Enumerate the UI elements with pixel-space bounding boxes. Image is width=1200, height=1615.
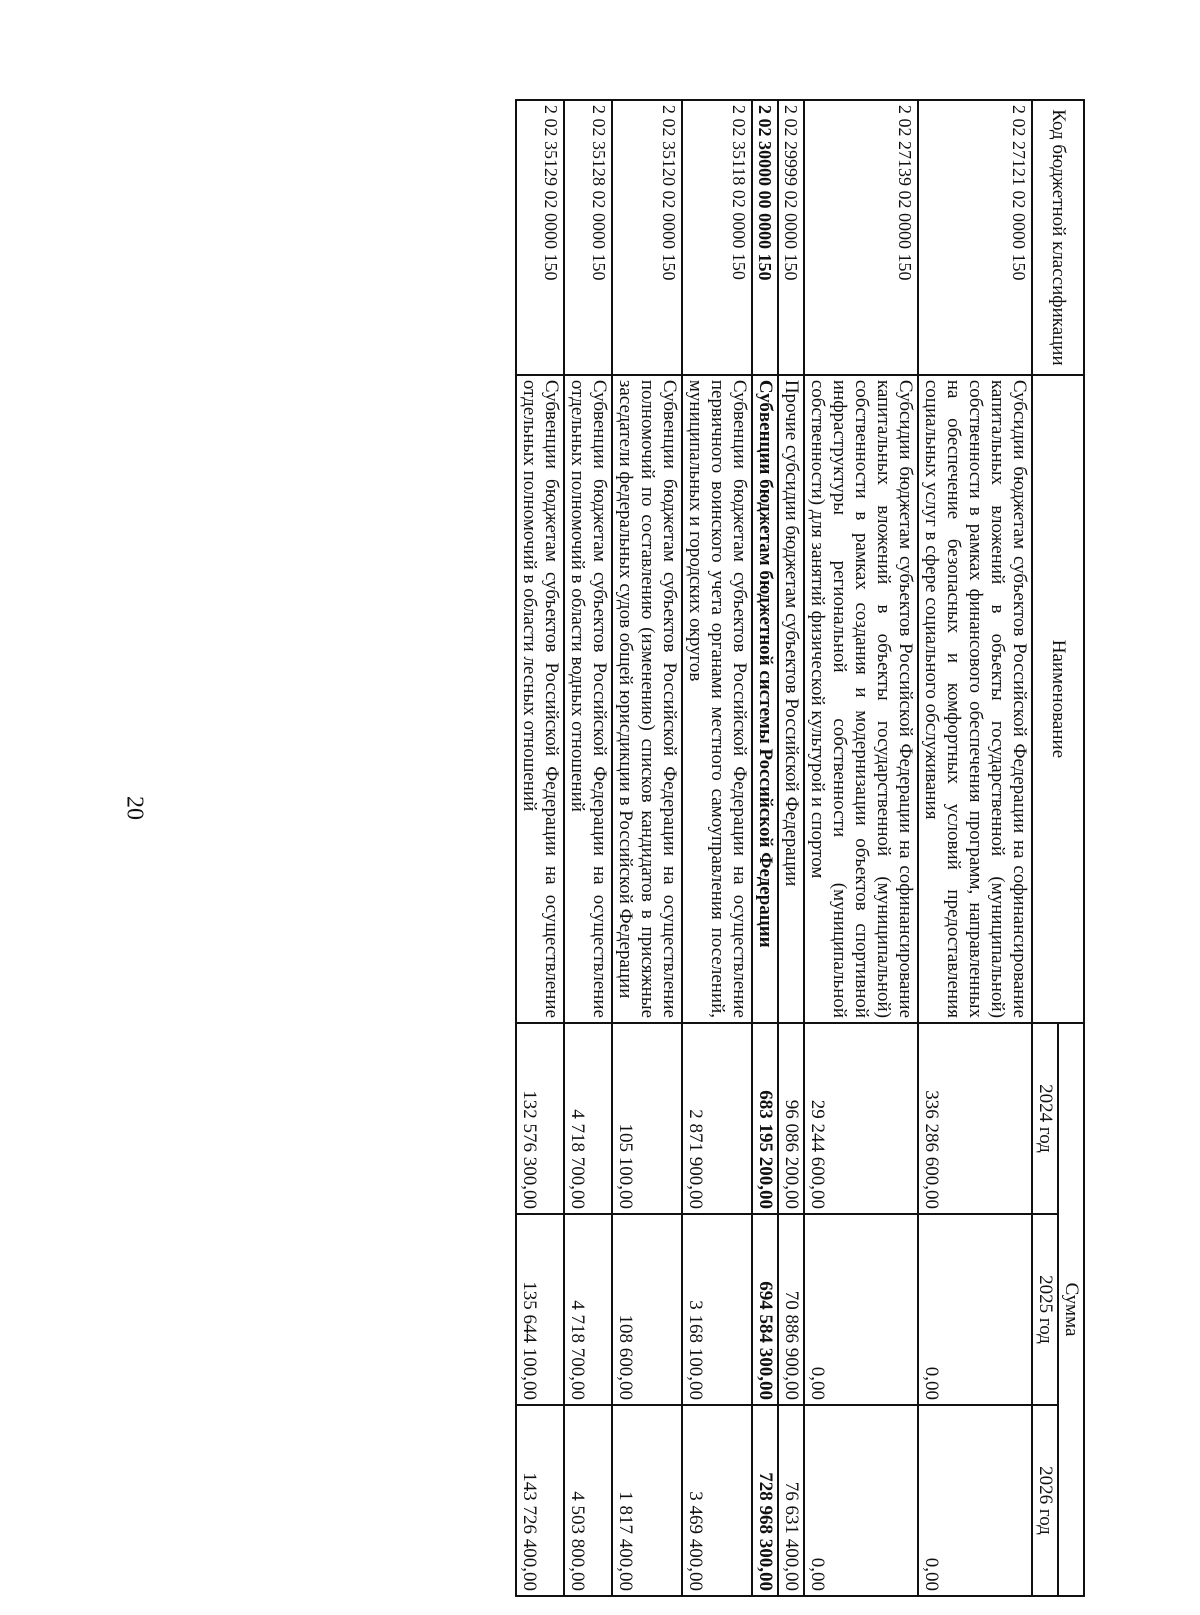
name-cell: Субсидии бюджетам субъектов Российской Федерации на софинансирование капитальных вложений в объекты государственной (муниципальной) собственности в рамках финансового обеспечения программ, направленных на обеспечение безопасных и комфортных условий предоставления социальных услуг в сфере социального обслуживания	[918, 375, 1032, 1023]
header-year-2026: 2026 год	[1032, 1405, 1058, 1596]
sum-2025-cell: 108 600,00	[612, 1214, 682, 1405]
sum-2025-cell: 694 584 300,00	[752, 1214, 778, 1405]
code-cell: 2 02 35128 02 0000 150	[564, 100, 612, 375]
sum-2026-cell: 3 469 400,00	[682, 1405, 752, 1596]
page-number: 20	[121, 796, 148, 820]
name-cell: Субвенции бюджетам субъектов Российской Федерации на осуществление полномочий по составлению (изменению) списков кандидатов в присяжные заседатели федеральных судов общей юрисдикции в Российской Федерации	[612, 375, 682, 1023]
table-row	[918, 100, 1032, 1596]
table-row	[778, 100, 804, 1596]
name-cell: Субвенции бюджетам бюджетной системы Российской Федерации	[752, 375, 778, 1023]
name-cell: Субвенции бюджетам субъектов Российской Федерации на осуществление отдельных полномочий в области лесных отношений	[516, 375, 564, 1023]
name-cell: Субсидии бюджетам субъектов Российской Федерации на софинансирование капитальных вложений в объекты государственной (муниципальной) собственности в рамках создания и модернизации объектов спортивной инфраструктуры региональной собственности (муниципальной собственности) для занятий физической культурой и спортом	[804, 375, 918, 1023]
name-cell: Субвенции бюджетам субъектов Российской Федерации на осуществление отдельных полномочий в области водных отношений	[564, 375, 612, 1023]
header-year-2024: 2024 год	[1032, 1023, 1058, 1214]
sum-2025-cell: 4 718 700,00	[564, 1214, 612, 1405]
sum-2025-cell: 135 644 100,00	[516, 1214, 564, 1405]
table-row	[682, 100, 752, 1596]
sum-2025-cell: 70 886 900,00	[778, 1214, 804, 1405]
code-cell: 2 02 30000 00 0000 150	[752, 100, 778, 375]
header-sum: Сумма	[1058, 1023, 1084, 1596]
sum-2025-cell: 0,00	[918, 1214, 1032, 1405]
header-name: Наименование	[1032, 375, 1084, 1023]
sum-2024-cell: 29 244 600,00	[804, 1023, 918, 1214]
table-row	[564, 100, 612, 1596]
table-row	[516, 100, 564, 1596]
rotated-table-container	[205, 99, 1085, 1597]
header-year-2025: 2025 год	[1032, 1214, 1058, 1405]
sum-2026-cell: 76 631 400,00	[778, 1405, 804, 1596]
name-cell: Субвенции бюджетам субъектов Российской Федерации на осуществление первичного воинского учета органами местного самоуправления поселений, муниципальных и городских округов	[682, 375, 752, 1023]
sum-2026-cell: 1 817 400,00	[612, 1405, 682, 1596]
sum-2026-cell: 728 968 300,00	[752, 1405, 778, 1596]
header-row-1	[1058, 100, 1084, 1596]
sum-2024-cell: 105 100,00	[612, 1023, 682, 1214]
table-row	[804, 100, 918, 1596]
table-body	[516, 100, 1032, 1596]
table-row	[752, 100, 778, 1596]
sum-2024-cell: 2 871 900,00	[682, 1023, 752, 1214]
sum-2024-cell: 96 086 200,00	[778, 1023, 804, 1214]
sum-2026-cell: 4 503 800,00	[564, 1405, 612, 1596]
sum-2024-cell: 132 576 300,00	[516, 1023, 564, 1214]
sum-2026-cell: 0,00	[918, 1405, 1032, 1596]
sum-2025-cell: 0,00	[804, 1214, 918, 1405]
header-code: Код бюджетной классификации	[1032, 100, 1084, 375]
code-cell: 2 02 35129 02 0000 150	[516, 100, 564, 375]
code-cell: 2 02 29999 02 0000 150	[778, 100, 804, 375]
sum-2026-cell: 143 726 400,00	[516, 1405, 564, 1596]
code-cell: 2 02 35120 02 0000 150	[612, 100, 682, 375]
sum-2024-cell: 336 286 600,00	[918, 1023, 1032, 1214]
sum-2025-cell: 3 168 100,00	[682, 1214, 752, 1405]
sum-2024-cell: 683 195 200,00	[752, 1023, 778, 1214]
table-row	[612, 100, 682, 1596]
sum-2026-cell: 0,00	[804, 1405, 918, 1596]
code-cell: 2 02 27121 02 0000 150	[918, 100, 1032, 375]
name-cell: Прочие субсидии бюджетам субъектов Российской Федерации	[778, 375, 804, 1023]
code-cell: 2 02 35118 02 0000 150	[682, 100, 752, 375]
code-cell: 2 02 27139 02 0000 150	[804, 100, 918, 375]
budget-table	[515, 99, 1085, 1597]
sum-2024-cell: 4 718 700,00	[564, 1023, 612, 1214]
